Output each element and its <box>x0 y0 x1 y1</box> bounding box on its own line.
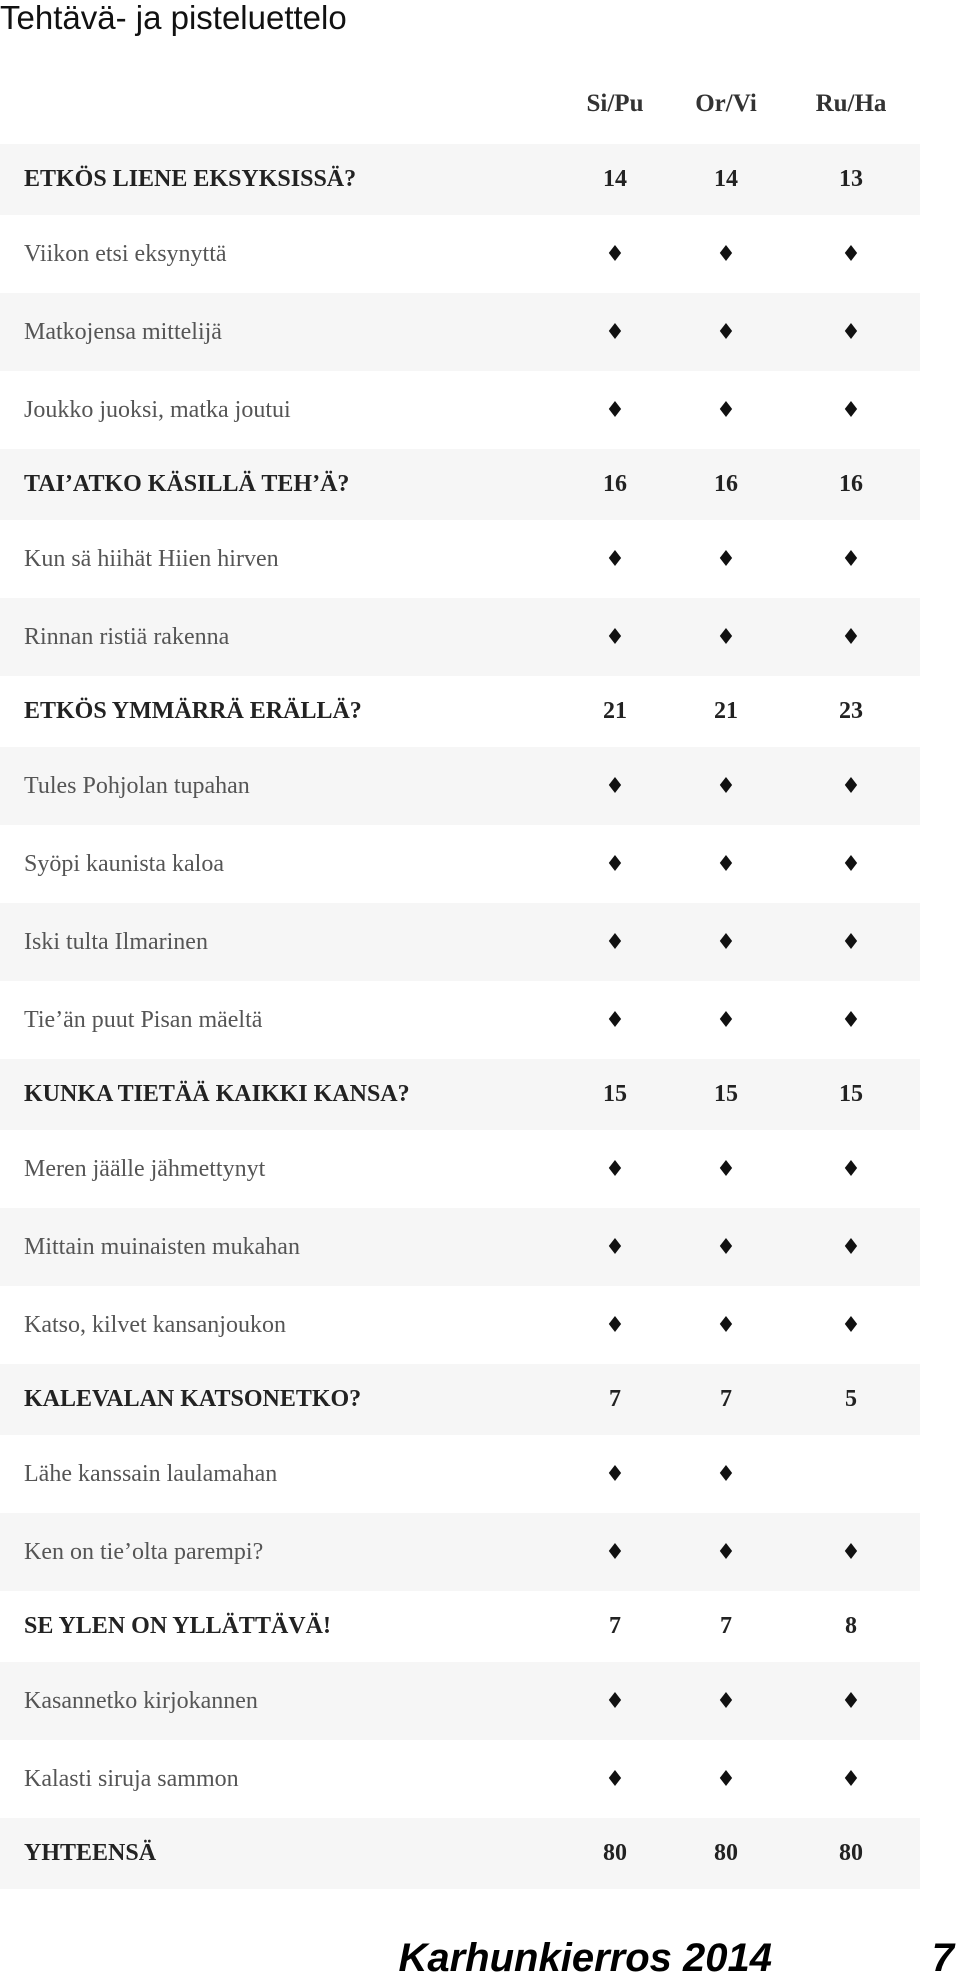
mark-cell <box>560 293 670 371</box>
points-value: 5 <box>845 1386 857 1412</box>
points-value: 7 <box>609 1613 621 1639</box>
mark-cell <box>560 1662 670 1740</box>
total-row <box>0 1818 920 1889</box>
points-value: 13 <box>839 166 863 192</box>
mark-cell <box>560 598 670 676</box>
mark-cell <box>560 1208 670 1286</box>
diamond-icon: ♦ <box>716 1766 736 1792</box>
task-row <box>0 1740 920 1818</box>
points-value: 16 <box>714 471 738 497</box>
diamond-icon: ♦ <box>841 773 861 799</box>
diamond-icon: ♦ <box>716 1156 736 1182</box>
task-label: Rinnan ristiä rakenna <box>24 623 230 650</box>
column-header: Ru/Ha <box>815 90 887 117</box>
points-value: 15 <box>714 1081 738 1107</box>
diamond-icon: ♦ <box>605 1312 625 1338</box>
task-label: Kun sä hiihät Hiien hirven <box>24 545 279 572</box>
mark-cell <box>671 825 781 903</box>
total-value: 80 <box>714 1840 738 1866</box>
task-row <box>0 981 920 1059</box>
mark-cell <box>671 1740 781 1818</box>
diamond-icon: ♦ <box>605 1539 625 1565</box>
total-value: 80 <box>839 1840 863 1866</box>
diamond-icon: ♦ <box>716 397 736 423</box>
mark-cell <box>671 1662 781 1740</box>
diamond-icon: ♦ <box>716 624 736 650</box>
section-row <box>0 1059 920 1130</box>
task-label: Joukko juoksi, matka joutui <box>24 396 291 423</box>
mark-cell <box>671 293 781 371</box>
mark-cell <box>796 981 906 1059</box>
column-header: Si/Pu <box>586 90 644 117</box>
diamond-icon: ♦ <box>841 1007 861 1033</box>
diamond-icon: ♦ <box>605 1688 625 1714</box>
mark-cell <box>796 371 906 449</box>
section-row <box>0 1364 920 1435</box>
diamond-icon: ♦ <box>716 241 736 267</box>
mark-cell <box>796 598 906 676</box>
mark-cell <box>560 1286 670 1364</box>
mark-cell <box>671 747 781 825</box>
task-label: Matkojensa mittelijä <box>24 318 222 345</box>
points-value: 21 <box>714 698 738 724</box>
task-label: Katso, kilvet kansanjoukon <box>24 1311 286 1338</box>
mark-cell <box>560 903 670 981</box>
mark-cell <box>796 1740 906 1818</box>
task-label: Ken on tie’olta parempi? <box>24 1538 264 1565</box>
mark-cell <box>671 981 781 1059</box>
section-row <box>0 1591 920 1662</box>
points-value: 23 <box>839 698 863 724</box>
section-row <box>0 144 920 215</box>
mark-cell <box>560 981 670 1059</box>
diamond-icon: ♦ <box>716 773 736 799</box>
section-label: SE YLEN ON YLLÄTTÄVÄ! <box>24 1613 331 1639</box>
diamond-icon: ♦ <box>716 1461 736 1487</box>
page-footer <box>0 1933 960 1983</box>
task-row <box>0 1662 920 1740</box>
task-label: Tie’än puut Pisan mäeltä <box>24 1006 263 1033</box>
mark-cell <box>560 520 670 598</box>
task-label: Lähe kanssain laulamahan <box>24 1460 278 1487</box>
mark-cell <box>796 1662 906 1740</box>
mark-cell <box>796 1435 906 1513</box>
task-row <box>0 1208 920 1286</box>
diamond-icon: ♦ <box>605 546 625 572</box>
mark-cell <box>796 1286 906 1364</box>
diamond-icon: ♦ <box>716 1312 736 1338</box>
task-label: Tules Pohjolan tupahan <box>24 772 250 799</box>
diamond-icon: ♦ <box>716 1234 736 1260</box>
section-label: KUNKA TIETÄÄ KAIKKI KANSA? <box>24 1081 410 1107</box>
diamond-icon: ♦ <box>716 929 736 955</box>
section-row <box>0 676 920 747</box>
section-label: TAI’ATKO KÄSILLÄ TEH’Ä? <box>24 471 350 497</box>
diamond-icon: ♦ <box>605 624 625 650</box>
mark-cell <box>671 1513 781 1591</box>
diamond-icon: ♦ <box>605 1766 625 1792</box>
mark-cell <box>796 293 906 371</box>
mark-cell <box>796 1513 906 1591</box>
mark-cell <box>560 1435 670 1513</box>
diamond-icon: ♦ <box>716 1688 736 1714</box>
task-label: Syöpi kaunista kaloa <box>24 850 224 877</box>
task-points-table <box>0 64 920 1889</box>
mark-cell <box>671 520 781 598</box>
mark-cell <box>796 1130 906 1208</box>
mark-cell <box>671 371 781 449</box>
points-value: 7 <box>720 1386 732 1412</box>
column-header: Or/Vi <box>695 90 757 117</box>
diamond-icon: ♦ <box>716 1539 736 1565</box>
points-value: 7 <box>720 1613 732 1639</box>
section-label: ETKÖS LIENE EKSYKSISSÄ? <box>24 166 357 192</box>
diamond-icon: ♦ <box>605 1234 625 1260</box>
diamond-icon: ♦ <box>605 1007 625 1033</box>
diamond-icon: ♦ <box>841 241 861 267</box>
table-body <box>0 144 920 1889</box>
task-row <box>0 1513 920 1591</box>
diamond-icon: ♦ <box>716 546 736 572</box>
task-row <box>0 903 920 981</box>
task-row <box>0 293 920 371</box>
mark-cell <box>671 903 781 981</box>
section-row <box>0 449 920 520</box>
task-label: Kalasti siruja sammon <box>24 1765 239 1792</box>
mark-cell <box>671 1435 781 1513</box>
points-value: 16 <box>603 471 627 497</box>
mark-cell <box>796 747 906 825</box>
task-row <box>0 371 920 449</box>
diamond-icon: ♦ <box>716 319 736 345</box>
page-title: Tehtävä- ja pisteluettelo <box>0 0 347 36</box>
mark-cell <box>796 520 906 598</box>
points-value: 14 <box>714 166 738 192</box>
diamond-icon: ♦ <box>716 1007 736 1033</box>
diamond-icon: ♦ <box>841 1539 861 1565</box>
footer-title: Karhunkierros 2014 <box>398 1936 772 1980</box>
task-label: Kasannetko kirjokannen <box>24 1687 258 1714</box>
diamond-icon: ♦ <box>841 1312 861 1338</box>
mark-cell <box>671 1286 781 1364</box>
task-label: Viikon etsi eksynyttä <box>24 240 227 267</box>
diamond-icon: ♦ <box>605 929 625 955</box>
mark-cell <box>671 1208 781 1286</box>
mark-cell <box>796 825 906 903</box>
mark-cell <box>560 1740 670 1818</box>
diamond-icon: ♦ <box>605 319 625 345</box>
task-row <box>0 1286 920 1364</box>
task-row <box>0 1130 920 1208</box>
points-value: 14 <box>603 166 627 192</box>
diamond-icon: ♦ <box>841 1156 861 1182</box>
diamond-icon: ♦ <box>716 851 736 877</box>
diamond-icon: ♦ <box>605 773 625 799</box>
task-row <box>0 825 920 903</box>
points-value: 16 <box>839 471 863 497</box>
diamond-icon: ♦ <box>841 397 861 423</box>
diamond-icon: ♦ <box>841 546 861 572</box>
mark-cell <box>671 598 781 676</box>
diamond-icon: ♦ <box>841 851 861 877</box>
diamond-icon: ♦ <box>605 241 625 267</box>
diamond-icon: ♦ <box>605 851 625 877</box>
task-label: Mittain muinaisten mukahan <box>24 1233 300 1260</box>
mark-cell <box>560 1130 670 1208</box>
task-row <box>0 1435 920 1513</box>
mark-cell <box>796 1208 906 1286</box>
points-value: 7 <box>609 1386 621 1412</box>
diamond-icon: ♦ <box>841 1234 861 1260</box>
table-header <box>0 64 920 144</box>
points-value: 15 <box>603 1081 627 1107</box>
mark-cell <box>796 215 906 293</box>
diamond-icon: ♦ <box>605 1461 625 1487</box>
points-value: 15 <box>839 1081 863 1107</box>
mark-cell <box>560 825 670 903</box>
mark-cell <box>560 371 670 449</box>
task-label: Iski tulta Ilmarinen <box>24 928 208 955</box>
page-number: 7 <box>931 1936 954 1980</box>
task-label: Meren jäälle jähmettynyt <box>24 1155 266 1182</box>
points-value: 21 <box>603 698 627 724</box>
task-row <box>0 747 920 825</box>
mark-cell <box>796 903 906 981</box>
mark-cell <box>671 215 781 293</box>
diamond-icon: ♦ <box>841 319 861 345</box>
diamond-icon: ♦ <box>841 1688 861 1714</box>
mark-cell <box>560 1513 670 1591</box>
mark-cell <box>671 1130 781 1208</box>
diamond-icon: ♦ <box>841 929 861 955</box>
task-row <box>0 520 920 598</box>
task-row <box>0 598 920 676</box>
diamond-icon: ♦ <box>841 1766 861 1792</box>
task-row <box>0 215 920 293</box>
diamond-icon: ♦ <box>605 1156 625 1182</box>
total-value: 80 <box>603 1840 627 1866</box>
points-value: 8 <box>845 1613 857 1639</box>
diamond-icon: ♦ <box>841 624 861 650</box>
total-label: YHTEENSÄ <box>24 1840 157 1866</box>
section-label: ETKÖS YMMÄRRÄ ERÄLLÄ? <box>24 698 362 724</box>
mark-cell <box>560 215 670 293</box>
diamond-icon: ♦ <box>605 397 625 423</box>
section-label: KALEVALAN KATSONETKO? <box>24 1386 362 1412</box>
mark-cell <box>560 747 670 825</box>
